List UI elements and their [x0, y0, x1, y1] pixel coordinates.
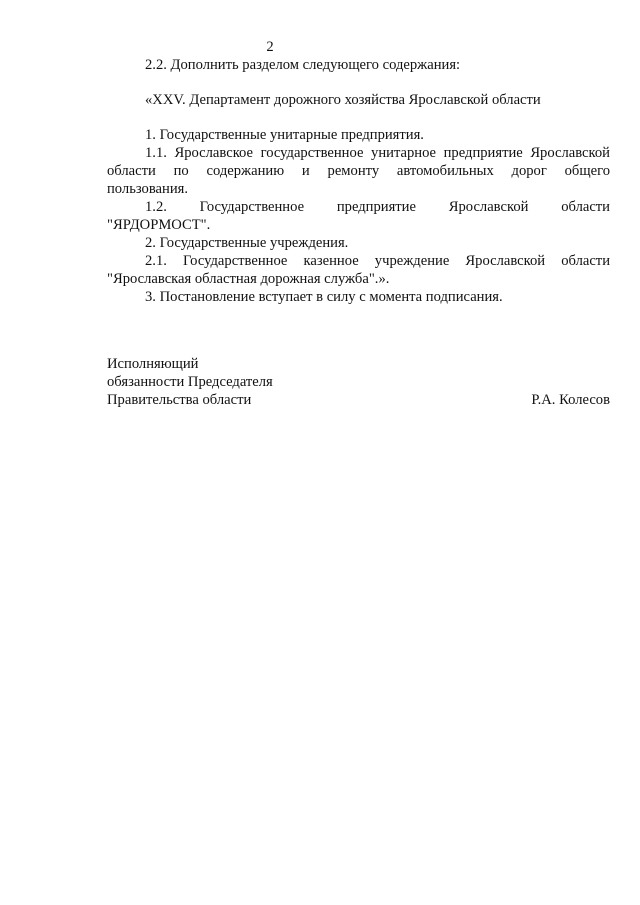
signature-title-line-3: Правительства области — [107, 392, 252, 408]
item-2-1-line-1: 2.1. Государственное казенное учреждение Ярославской области — [145, 253, 610, 269]
signature-title-line-1: Исполняющий — [107, 356, 199, 372]
item-2-1-line-2: "Ярославская областная дорожная служба".». — [107, 271, 390, 287]
item-1-1-line-3: пользования. — [107, 181, 188, 197]
signature-title-line-2: обязанности Председателя — [107, 374, 273, 390]
item-1-2-line-1: 1.2. Государственное предприятие Ярославской области — [145, 199, 610, 215]
item-1-1-line-1: 1.1. Ярославское государственное унитарное предприятие Ярославской — [145, 145, 610, 161]
item-2-heading: 2. Государственные учреждения. — [145, 235, 349, 251]
signature-row — [107, 391, 610, 409]
intro-paragraph: 2.2. Дополнить разделом следующего содержания: — [145, 57, 461, 73]
item-1-heading: 1. Государственные унитарные предприятия. — [145, 127, 424, 143]
section-title: «XXV. Департамент дорожного хозяйства Ярославской области — [145, 92, 541, 108]
page-number: 2 — [266, 39, 274, 55]
item-1-1-line-2: области по содержанию и ремонту автомобильных дорог общего — [107, 163, 610, 179]
item-3: 3. Постановление вступает в силу с момента подписания. — [145, 289, 503, 305]
signatory-name: Р.А. Колесов — [531, 392, 610, 408]
item-1-2-line-2: "ЯРДОРМОСТ". — [107, 217, 211, 233]
